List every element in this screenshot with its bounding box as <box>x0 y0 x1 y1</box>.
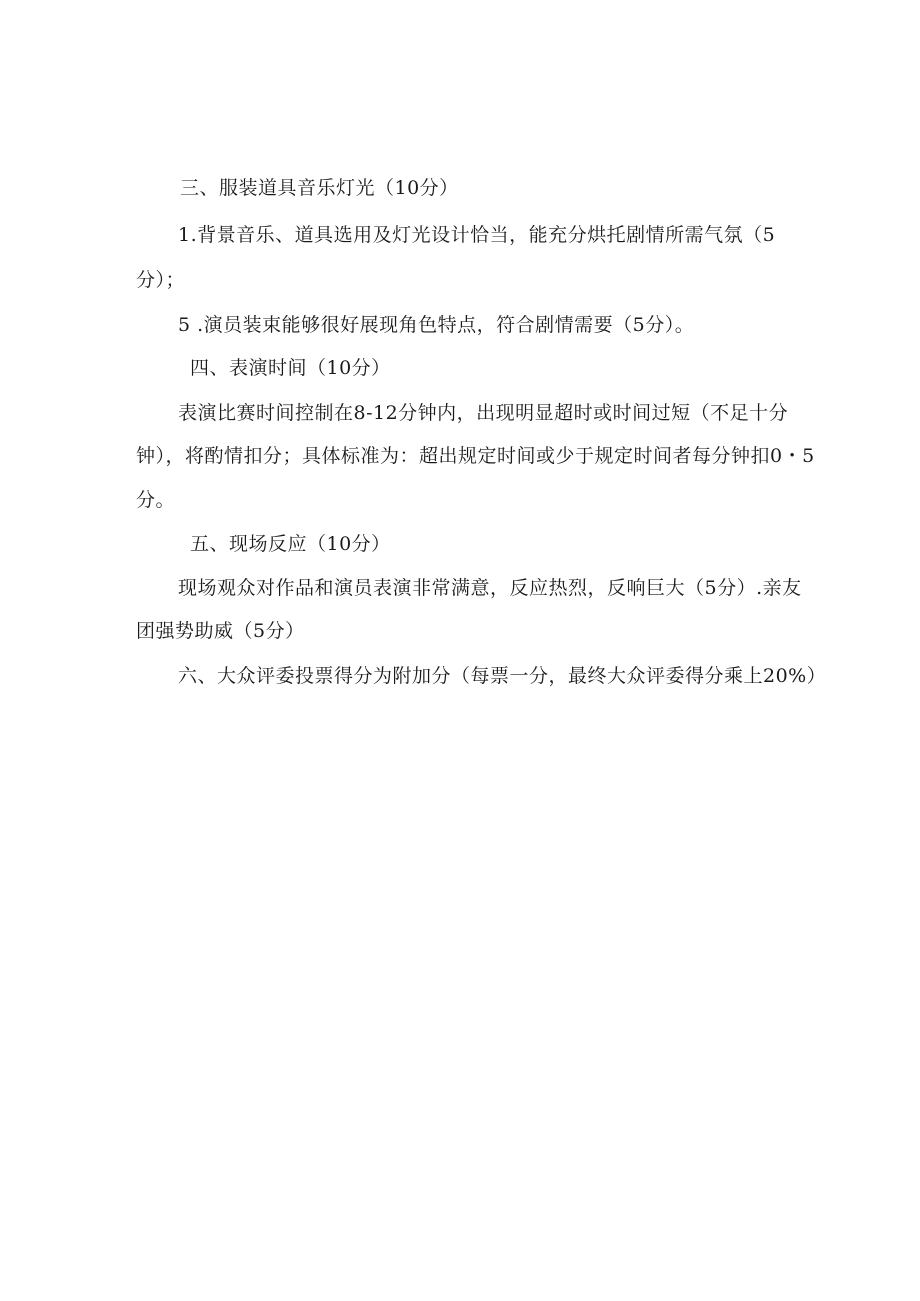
section-4-line-1: 表演比赛时间控制在8-12分钟内，出现明显超时或时间过短（不足十分 <box>178 402 789 424</box>
section-4-line-3: 分。 <box>136 489 176 511</box>
section-5-line-2: 团强势助威（5分） <box>136 620 305 642</box>
section-3-heading: 三、服装道具音乐灯光（10分） <box>180 177 459 199</box>
section-3-item-1-line-1: 1.背景音乐、道具选用及灯光设计恰当，能充分烘托剧情所需气氛（5 <box>178 224 776 246</box>
section-6-line-1: 六、大众评委投票得分为附加分（每票一分，最终大众评委得分乘上20%） <box>178 665 827 687</box>
section-4-heading: 四、表演时间（10分） <box>190 357 391 379</box>
section-3-item-1-line-2: 分）； <box>136 269 186 291</box>
section-4-line-2: 钟），将酌情扣分；具体标准为：超出规定时间或少于规定时间者每分钟扣0・5 <box>136 445 815 467</box>
section-5-heading: 五、现场反应（10分） <box>190 533 391 555</box>
section-3-item-2: 5 .演员装束能够很好展现角色特点，符合剧情需要（5分）。 <box>178 314 695 336</box>
section-5-line-1: 现场观众对作品和演员表演非常满意，反应热烈，反响巨大（5分）.亲友 <box>178 577 802 599</box>
